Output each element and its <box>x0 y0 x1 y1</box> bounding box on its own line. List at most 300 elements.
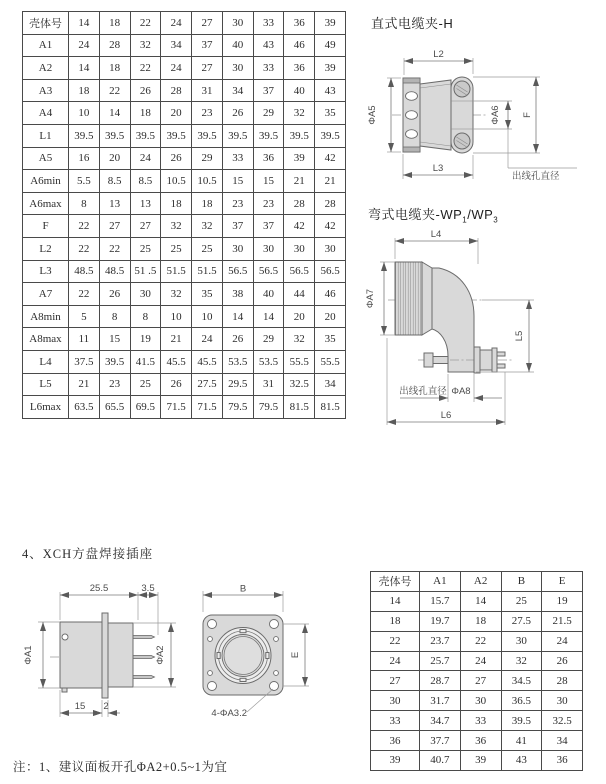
table-cell: 26 <box>222 102 253 125</box>
table-cell: 40 <box>222 34 253 57</box>
corner-hole <box>270 682 279 691</box>
table-cell: A5 <box>23 147 69 170</box>
table-cell: 26 <box>222 328 253 351</box>
table-cell: 25 <box>161 237 192 260</box>
dim-label-phi-a8: ΦA8 <box>451 386 471 397</box>
table-cell: 48.5 <box>99 260 130 283</box>
dim-label-f: F <box>522 112 533 118</box>
xch-section-title: 4、XCH方盘焊接插座 <box>22 547 154 561</box>
dim-label-l4: L4 <box>430 229 442 240</box>
dim-label-l3: L3 <box>432 163 444 174</box>
table-cell: 14 <box>222 305 253 328</box>
table-cell: 14 <box>253 305 284 328</box>
table-row <box>23 170 346 193</box>
table-cell: 21 <box>284 170 315 193</box>
table-cell: 18 <box>99 12 130 35</box>
table-cell: 18 <box>460 611 501 631</box>
table-cell: 25.7 <box>420 651 461 671</box>
table-row <box>23 34 346 57</box>
table-cell: 79.5 <box>253 396 284 419</box>
table-cell: 24 <box>130 147 161 170</box>
table-cell: 46 <box>315 283 346 306</box>
table-cell: A1 <box>420 572 461 592</box>
dim-label-l5: L5 <box>514 330 525 342</box>
dim-label-e: E <box>290 651 301 659</box>
table-cell: A8min <box>23 305 69 328</box>
table-cell: 19.7 <box>420 611 461 631</box>
table-cell: 22 <box>99 79 130 102</box>
table-cell: 8 <box>99 305 130 328</box>
table-cell: 30 <box>222 237 253 260</box>
table-row <box>371 751 583 771</box>
table-cell: 35 <box>315 328 346 351</box>
table-cell: 39.5 <box>315 124 346 147</box>
table-cell: 30 <box>222 57 253 80</box>
dim-label-phi-a7: ΦA7 <box>365 288 376 309</box>
table-cell: 21.5 <box>542 611 583 631</box>
table-cell: 32 <box>284 328 315 351</box>
corner-hole <box>208 620 217 629</box>
corner-hole <box>208 682 217 691</box>
table-cell: 30 <box>315 237 346 260</box>
table-cell: 28 <box>284 192 315 215</box>
table-cell: 37 <box>253 79 284 102</box>
table-cell: 79.5 <box>222 396 253 419</box>
table-cell: 8.5 <box>99 170 130 193</box>
table-cell: 53.5 <box>253 350 284 373</box>
table-cell: 28 <box>542 671 583 691</box>
table-cell: 14 <box>99 102 130 125</box>
table-cell: 23 <box>99 373 130 396</box>
table-cell: 18 <box>161 192 192 215</box>
table-cell: 32 <box>501 651 542 671</box>
clamp-nut <box>480 350 492 370</box>
table-cell: 36 <box>284 57 315 80</box>
table-cell: 28 <box>161 79 192 102</box>
table-cell: 39 <box>284 147 315 170</box>
xch-dimension-table <box>370 571 583 771</box>
table-cell: A3 <box>23 79 69 102</box>
table-cell: 26 <box>99 283 130 306</box>
table-cell: 19 <box>542 591 583 611</box>
table-cell: 36.5 <box>501 691 542 711</box>
table-cell: 16 <box>69 147 100 170</box>
elbow-title-sub3: 3 <box>493 215 499 225</box>
table-cell: 39.5 <box>222 124 253 147</box>
table-cell: 81.5 <box>284 396 315 419</box>
screw-top-icon <box>454 81 470 97</box>
table-cell: 27 <box>130 215 161 238</box>
table-cell: A1 <box>23 34 69 57</box>
table-cell: 51.5 <box>192 260 223 283</box>
table-cell: 32.5 <box>284 373 315 396</box>
table-cell: 33 <box>460 711 501 731</box>
table-cell: L3 <box>23 260 69 283</box>
table-row <box>23 305 346 328</box>
table-cell: 27 <box>192 57 223 80</box>
table-cell: 46 <box>284 34 315 57</box>
table-cell: 69.5 <box>130 396 161 419</box>
table-cell: 49 <box>315 34 346 57</box>
table-row <box>23 373 346 396</box>
table-cell: 34.7 <box>420 711 461 731</box>
dim-label-25-5: 25.5 <box>89 583 109 594</box>
receptacle-front-body <box>203 615 283 695</box>
table-cell: 20 <box>99 147 130 170</box>
table-cell: 22 <box>460 631 501 651</box>
table-row <box>23 124 346 147</box>
dim-label-phi-a2: ΦA2 <box>155 645 166 665</box>
table-cell: 39.5 <box>192 124 223 147</box>
table-cell: 23 <box>222 192 253 215</box>
table-cell: 43 <box>315 79 346 102</box>
table-cell: 8 <box>130 305 161 328</box>
table-cell: L2 <box>23 237 69 260</box>
straight-clamp-title: 直式电缆夹-H <box>371 16 454 31</box>
dim-label-3-5: 3.5 <box>141 583 155 594</box>
table-cell: 32 <box>161 283 192 306</box>
table-cell: 22 <box>371 631 420 651</box>
table-cell: 23 <box>192 102 223 125</box>
table-cell: 26 <box>161 147 192 170</box>
table-row <box>371 711 583 731</box>
table-cell: 24 <box>542 631 583 651</box>
table-cell: 18 <box>371 611 420 631</box>
table-cell: A6max <box>23 192 69 215</box>
table-cell: 19 <box>130 328 161 351</box>
table-cell: 41.5 <box>130 350 161 373</box>
table-cell: A7 <box>23 283 69 306</box>
table-cell: 30 <box>222 12 253 35</box>
table-cell: 36 <box>542 751 583 771</box>
table-cell: 14 <box>69 57 100 80</box>
table-cell: 26 <box>161 373 192 396</box>
table-cell: 41 <box>501 731 542 751</box>
table-cell: 43 <box>253 34 284 57</box>
keyway-notch <box>240 630 246 633</box>
table-cell: 10 <box>192 305 223 328</box>
clamp-bolt-head <box>424 353 433 367</box>
table-cell: 24 <box>192 328 223 351</box>
table-row <box>371 651 583 671</box>
table-cell: 10 <box>69 102 100 125</box>
table-cell: 39 <box>315 12 346 35</box>
elbow-title-sub1: 1 <box>462 215 468 225</box>
table-cell: 32.5 <box>542 711 583 731</box>
table-cell: B <box>501 572 542 592</box>
table-cell: 10.5 <box>161 170 192 193</box>
table-cell: 37.5 <box>69 350 100 373</box>
table-header-row <box>371 572 583 592</box>
table-cell: 8.5 <box>130 170 161 193</box>
table-cell: 71.5 <box>161 396 192 419</box>
table-cell: A2 <box>460 572 501 592</box>
table-cell: 39.5 <box>501 711 542 731</box>
table-cell: 30 <box>130 283 161 306</box>
table-row <box>23 57 346 80</box>
table-cell: 30 <box>371 691 420 711</box>
table-row <box>23 79 346 102</box>
table-cell: 56.5 <box>253 260 284 283</box>
table-cell: 33 <box>253 57 284 80</box>
elbow-clamp-diagram <box>362 226 602 438</box>
xch-side-view-diagram <box>18 580 186 740</box>
table-cell: L1 <box>23 124 69 147</box>
table-cell: 39 <box>371 751 420 771</box>
table-cell: 22 <box>69 283 100 306</box>
table-cell: 44 <box>284 283 315 306</box>
table-cell: 39 <box>315 57 346 80</box>
table-cell: 26 <box>130 79 161 102</box>
table-cell: 30 <box>501 631 542 651</box>
table-cell: 28.7 <box>420 671 461 691</box>
table-cell: 36 <box>371 731 420 751</box>
table-cell: 39.5 <box>69 124 100 147</box>
table-cell: 81.5 <box>315 396 346 419</box>
table-cell: 30 <box>284 237 315 260</box>
table-cell: 8 <box>69 192 100 215</box>
table-cell: 71.5 <box>192 396 223 419</box>
table-cell: L6max <box>23 396 69 419</box>
table-row <box>23 237 346 260</box>
table-cell: 21 <box>69 373 100 396</box>
table-row <box>23 102 346 125</box>
table-cell: 27 <box>371 671 420 691</box>
table-cell: 29 <box>253 102 284 125</box>
table-row <box>371 631 583 651</box>
table-cell: 28 <box>99 34 130 57</box>
elbow-title-slash: /WP <box>467 207 494 222</box>
table-header-row <box>23 12 346 35</box>
table-cell: 5.5 <box>69 170 100 193</box>
table-cell: 34 <box>222 79 253 102</box>
table-cell: 29.5 <box>222 373 253 396</box>
table-cell: 42 <box>284 215 315 238</box>
table-row <box>23 260 346 283</box>
table-cell: 31 <box>192 79 223 102</box>
dim-label-l6: L6 <box>440 410 452 421</box>
table-cell: 32 <box>161 215 192 238</box>
table-cell: 37 <box>222 215 253 238</box>
table-cell: L4 <box>23 350 69 373</box>
table-cell: 33 <box>253 12 284 35</box>
table-cell: 34 <box>161 34 192 57</box>
table-cell: 壳体号 <box>23 12 69 35</box>
corner-hole <box>270 620 279 629</box>
table-cell: 30 <box>460 691 501 711</box>
table-cell: 37.7 <box>420 731 461 751</box>
dim-label-phi-a1: ΦA1 <box>23 645 34 665</box>
table-row <box>371 671 583 691</box>
table-row <box>23 147 346 170</box>
table-cell: 21 <box>161 328 192 351</box>
table-cell: 39.5 <box>99 124 130 147</box>
table-cell: 10 <box>161 305 192 328</box>
table-cell: 55.5 <box>315 350 346 373</box>
xch-front-view-diagram <box>183 585 353 750</box>
table-cell: 壳体号 <box>371 572 420 592</box>
table-cell: 34 <box>315 373 346 396</box>
receptacle-side-body <box>50 613 160 698</box>
table-cell: 21 <box>315 170 346 193</box>
table-cell: 28 <box>315 192 346 215</box>
table-cell: 36 <box>460 731 501 751</box>
table-cell: 36 <box>284 12 315 35</box>
dim-label-15: 15 <box>74 701 86 712</box>
table-cell: 24 <box>69 34 100 57</box>
table-cell: 15.7 <box>420 591 461 611</box>
table-cell: 25 <box>130 373 161 396</box>
table-cell: 18 <box>99 57 130 80</box>
table-cell: 30 <box>542 691 583 711</box>
table-cell: 22 <box>69 215 100 238</box>
table-cell: A4 <box>23 102 69 125</box>
table-cell: 20 <box>315 305 346 328</box>
table-cell: 5 <box>69 305 100 328</box>
table-cell: 18 <box>192 192 223 215</box>
table-cell: 42 <box>315 147 346 170</box>
table-cell: 35 <box>315 102 346 125</box>
table-cell: 27 <box>460 671 501 691</box>
table-cell: 25 <box>130 237 161 260</box>
table-cell: 34 <box>542 731 583 751</box>
table-cell: 29 <box>192 147 223 170</box>
table-cell: 33 <box>222 147 253 170</box>
table-cell: 51.5 <box>161 260 192 283</box>
table-cell: 20 <box>284 305 315 328</box>
table-cell: 31 <box>253 373 284 396</box>
table-cell: 20 <box>161 102 192 125</box>
table-cell: 13 <box>99 192 130 215</box>
straight-clamp-body <box>392 77 488 153</box>
table-cell: 15 <box>99 328 130 351</box>
table-cell: 22 <box>99 237 130 260</box>
mounting-flange <box>102 613 108 698</box>
table-cell: 18 <box>69 79 100 102</box>
table-cell: 56.5 <box>222 260 253 283</box>
table-cell: 24 <box>161 57 192 80</box>
table-cell: 27.5 <box>501 611 542 631</box>
table-cell: 38 <box>222 283 253 306</box>
table-cell: 30 <box>253 237 284 260</box>
table-cell: 43 <box>501 751 542 771</box>
table-cell: A6min <box>23 170 69 193</box>
table-cell: 15 <box>253 170 284 193</box>
table-cell: 45.5 <box>161 350 192 373</box>
table-row <box>23 328 346 351</box>
table-cell: 36 <box>253 147 284 170</box>
panel-note: 注：1、建议面板开孔ΦA2+0.5~1为宜 <box>13 760 228 774</box>
elbow-clamp-body <box>388 262 512 373</box>
table-cell: 29 <box>253 328 284 351</box>
table-cell: 63.5 <box>69 396 100 419</box>
table-row <box>23 192 346 215</box>
table-row <box>23 215 346 238</box>
table-cell: 27 <box>99 215 130 238</box>
elbow-clamp-title <box>368 204 498 225</box>
table-cell: 39.5 <box>99 350 130 373</box>
table-cell: E <box>542 572 583 592</box>
table-cell: 55.5 <box>284 350 315 373</box>
table-cell: 23.7 <box>420 631 461 651</box>
table-cell: 39.5 <box>130 124 161 147</box>
table-cell: 25 <box>192 237 223 260</box>
table-cell: 22 <box>130 57 161 80</box>
table-cell: 65.5 <box>99 396 130 419</box>
table-cell: 40 <box>253 283 284 306</box>
table-cell: 27 <box>192 12 223 35</box>
table-cell: 32 <box>192 215 223 238</box>
table-row <box>23 283 346 306</box>
table-cell: 39 <box>460 751 501 771</box>
table-cell: 35 <box>192 283 223 306</box>
hole-callout-label: 4-ΦA3.2 <box>211 708 247 719</box>
table-cell: 40 <box>284 79 315 102</box>
table-cell: 39.5 <box>161 124 192 147</box>
table-cell: 53.5 <box>222 350 253 373</box>
table-cell: L5 <box>23 373 69 396</box>
table-cell: 13 <box>130 192 161 215</box>
table-cell: 18 <box>130 102 161 125</box>
table-cell: 33 <box>371 711 420 731</box>
table-row <box>23 350 346 373</box>
dim-label-l2: L2 <box>433 49 444 60</box>
outlet-hole-label: 出线孔直径 <box>512 171 560 182</box>
table-cell: 39.5 <box>284 124 315 147</box>
table-cell: 22 <box>69 237 100 260</box>
table-row <box>371 691 583 711</box>
table-cell: 51 .5 <box>130 260 161 283</box>
table-cell: 26 <box>542 651 583 671</box>
table-cell: 23 <box>253 192 284 215</box>
table-cell: 14 <box>69 12 100 35</box>
table-cell: 34.5 <box>501 671 542 691</box>
table-row <box>371 611 583 631</box>
dim-label-b: B <box>239 583 247 595</box>
table-cell: 32 <box>284 102 315 125</box>
table-row <box>371 731 583 751</box>
table-cell: 22 <box>130 12 161 35</box>
table-row <box>23 396 346 419</box>
table-cell: 14 <box>371 591 420 611</box>
dim-label-phi-a6: ΦA6 <box>490 105 501 125</box>
table-cell: 37 <box>192 34 223 57</box>
elbow-title-text: 弯式电缆夹-WP <box>368 207 463 222</box>
table-cell: 10.5 <box>192 170 223 193</box>
outlet-hole-label: 出线孔直径 <box>399 386 447 397</box>
shell-dimension-table <box>22 11 346 419</box>
table-cell: 37 <box>253 215 284 238</box>
table-row <box>371 591 583 611</box>
dim-label-phi-a5: ΦA5 <box>367 105 378 125</box>
table-cell: A8max <box>23 328 69 351</box>
table-cell: 11 <box>69 328 100 351</box>
table-cell: 32 <box>130 34 161 57</box>
table-cell: 56.5 <box>284 260 315 283</box>
table-cell: F <box>23 215 69 238</box>
table-cell: 14 <box>460 591 501 611</box>
table-cell: 48.5 <box>69 260 100 283</box>
table-cell: 24 <box>371 651 420 671</box>
table-cell: 15 <box>222 170 253 193</box>
table-cell: 56.5 <box>315 260 346 283</box>
screw-bottom-icon <box>454 133 470 149</box>
table-cell: 39.5 <box>253 124 284 147</box>
table-cell: 27.5 <box>192 373 223 396</box>
dim-label-2: 2 <box>103 701 109 712</box>
table-cell: 31.7 <box>420 691 461 711</box>
straight-clamp-diagram <box>364 38 600 188</box>
